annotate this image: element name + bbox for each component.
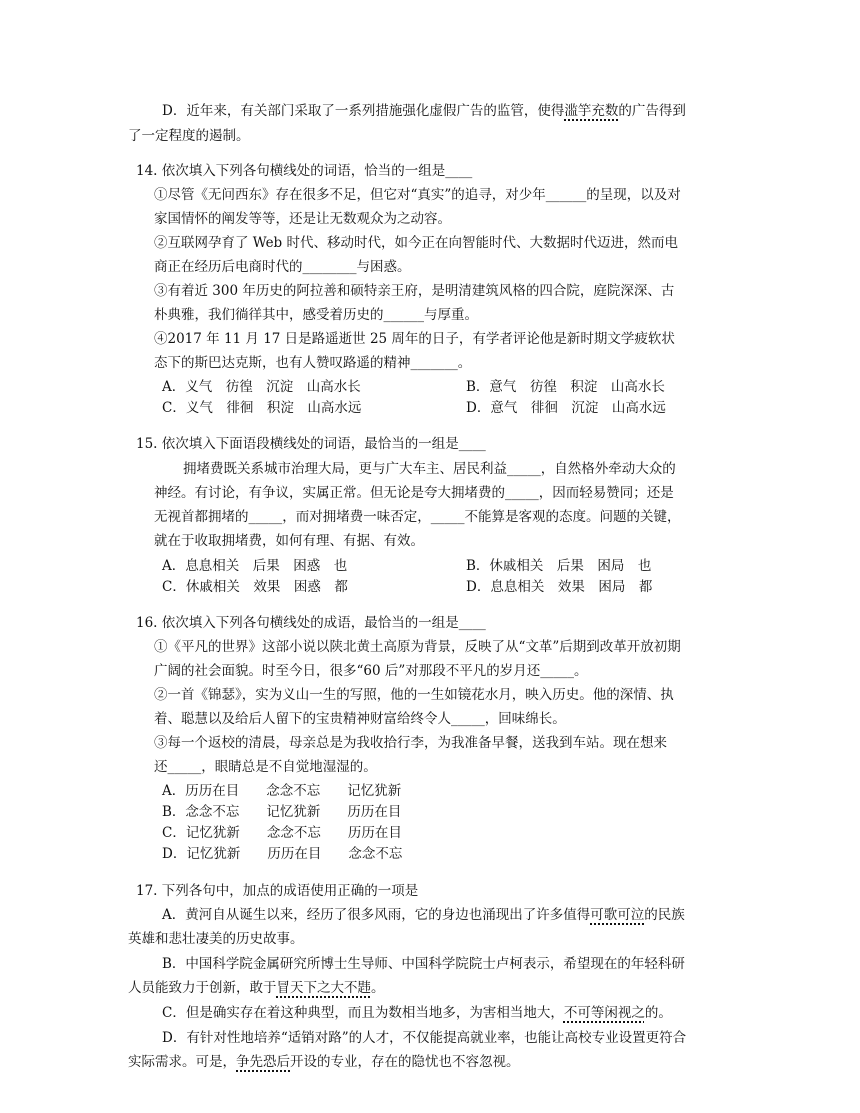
q14-sentence1a: ①尽管《无问西东》存在很多不足，但它对“真实”的追寻，对少年______的呈现，以及对 bbox=[154, 187, 681, 203]
q15-paragraph-line1: 拥堵费既关系城市治理大局，更与广大车主、居民利益_____，自然格外牵动大众的 bbox=[183, 461, 676, 477]
dotted-idiom: 滥竽充数 bbox=[564, 103, 619, 119]
q17-option-b-line2 bbox=[128, 979, 385, 997]
text: C．但是确实存在着这种典型，而且为数相当地多，为害相当地大， bbox=[162, 1005, 564, 1021]
q14-option-d: D．意气 徘徊 沉淀 山高水远 bbox=[466, 400, 666, 416]
q14-sentence2a: ②互联网孕育了 Web 时代、移动时代，如今正在向智能时代、大数据时代迈进，然而电 bbox=[154, 235, 678, 251]
q16-sentence3a: ③每一个返校的清晨，母亲总是为我收拾行李，为我准备早餐，送我到车站。现在想来 bbox=[154, 735, 667, 751]
text: 实际需求。可是， bbox=[128, 1054, 236, 1070]
q15-stem: 15. 依次填入下面语段横线处的词语，最恰当的一组是____ bbox=[136, 436, 486, 452]
q14-stem: 14. 依次填入下列各句横线处的词语，恰当的一组是____ bbox=[136, 163, 473, 179]
q14-option-a: A．义气 彷徨 沉淀 山高水长 bbox=[162, 379, 361, 395]
q16-option-d: D．记忆犹新 历历在目 念念不忘 bbox=[162, 846, 403, 862]
dotted-idiom: 冒天下之大不韪 bbox=[276, 980, 371, 996]
q16-sentence2a: ②一首《锦瑟》，实为义山一生的写照，他的一生如镜花水月，映入历史。他的深情、执 bbox=[154, 687, 674, 703]
text: 的广告得到 bbox=[618, 103, 686, 119]
q15-option-c: C．休戚相关 效果 困惑 都 bbox=[162, 579, 348, 595]
q17-option-a-line2: 英雄和悲壮凄美的历史故事。 bbox=[128, 931, 304, 947]
dotted-idiom: 不可等闲视之 bbox=[563, 1005, 645, 1021]
q15-paragraph-line4: 就在于收取拥堵费，如何有理、有据、有效。 bbox=[154, 533, 424, 549]
text: 的。 bbox=[644, 1005, 672, 1021]
q14-sentence3b: 朴典雅，我们徜徉其中，感受着历史的______与厚重。 bbox=[154, 307, 478, 323]
q16-option-c: C．记忆犹新 念念不忘 历历在目 bbox=[162, 825, 402, 841]
q15-paragraph-line3: 无视首都拥堵的_____，而对拥堵费一味否定，_____不能算是客观的态度。问题的关键， bbox=[154, 509, 681, 525]
text: 。 bbox=[371, 980, 385, 996]
q13-option-d-line2: 了一定程度的遏制。 bbox=[128, 128, 250, 144]
q16-sentence1a: ①《平凡的世界》这部小说以陕北黄土高原为背景，反映了从“文革”后期到改革开放初期 bbox=[154, 639, 681, 655]
q14-sentence1b: 家国情怀的阐发等等，还是让无数观众为之动容。 bbox=[154, 211, 451, 227]
q17-stem: 17. 下列各句中，加点的成语使用正确的一项是 bbox=[136, 883, 419, 899]
q14-option-c: C．义气 徘徊 积淀 山高水远 bbox=[162, 400, 362, 416]
q17-option-c-line1 bbox=[162, 1004, 672, 1022]
q14-sentence4a: ④2017 年 11 月 17 日是路遥逝世 25 周年的日子，有学者评论他是新时期文学疲软状 bbox=[154, 331, 675, 347]
q17-option-a-line1 bbox=[162, 906, 685, 924]
q16-sentence1b: 广阔的社会面貌。时至今日，很多“60 后”对那段不平凡的岁月还_____。 bbox=[154, 663, 588, 679]
q14-sentence2b: 商正在经历后电商时代的________与困惑。 bbox=[154, 259, 411, 275]
q17-option-d-line2 bbox=[128, 1053, 520, 1071]
q16-sentence2b: 着、聪慧以及给后人留下的宝贵精神财富给终令人_____，回味绵长。 bbox=[154, 711, 566, 727]
q16-option-b: B．念念不忘 记忆犹新 历历在目 bbox=[162, 804, 402, 820]
q14-option-b: B．意气 彷徨 积淀 山高水长 bbox=[466, 379, 665, 395]
q13-option-d-line1 bbox=[162, 102, 686, 120]
q15-option-a: A．息息相关 后果 困惑 也 bbox=[162, 558, 348, 574]
text: 人员能致力于创新，敢于 bbox=[128, 980, 277, 996]
q16-sentence3b: 还_____，眼睛总是不自觉地湿湿的。 bbox=[154, 759, 377, 775]
text: A．黄河自从诞生以来，经历了很多风雨，它的身边也涌现出了许多值得 bbox=[162, 907, 591, 923]
q15-paragraph-line2: 神经。有讨论，有争议，实属正常。但无论是夸大拥堵费的_____，因而轻易赞同；还是 bbox=[154, 485, 674, 501]
text: 的民族 bbox=[644, 907, 685, 923]
text: 开设的专业，存在的隐忧也不容忽视。 bbox=[290, 1054, 520, 1070]
dotted-idiom: 争先恐后 bbox=[236, 1054, 290, 1070]
q15-option-b: B．休戚相关 后果 困局 也 bbox=[466, 558, 652, 574]
q17-option-b-line1: B．中国科学院金属研究所博士生导师、中国科学院院士卢柯表示，希望现在的年轻科研 bbox=[162, 956, 685, 972]
q15-option-d: D．息息相关 效果 困局 都 bbox=[466, 579, 653, 595]
text: D．近年来，有关部门采取了一系列措施强化虚假广告的监管，使得 bbox=[162, 103, 565, 119]
q16-stem: 16. 依次填入下列各句横线处的成语，最恰当的一组是____ bbox=[136, 615, 486, 631]
q14-sentence4b: 态下的斯巴达克斯，也有人赞叹路遥的精神_______。 bbox=[154, 355, 472, 371]
dotted-idiom: 可歌可泣 bbox=[590, 907, 645, 923]
q16-option-a: A．历历在目 念念不忘 记忆犹新 bbox=[162, 783, 402, 799]
q14-sentence3a: ③有着近 300 年历史的阿拉善和硕特亲王府，是明清建筑风格的四合院，庭院深深、古 bbox=[154, 283, 675, 299]
q17-option-d-line1: D．有针对性地培养“适销对路”的人才，不仅能提高就业率，也能让高校专业设置更符合 bbox=[162, 1030, 687, 1046]
